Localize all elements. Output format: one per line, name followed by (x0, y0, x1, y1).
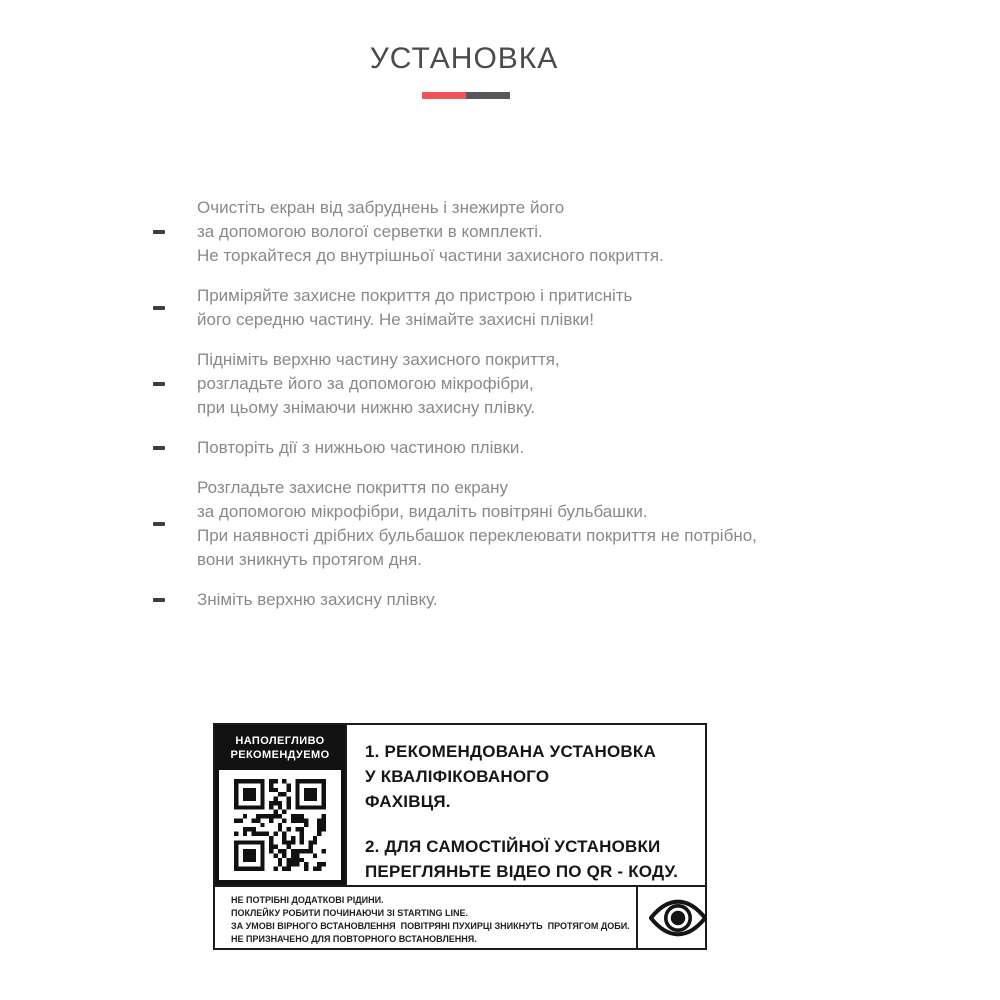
recommendation-box-top-row (215, 725, 705, 887)
dash-bullet-icon (153, 598, 165, 602)
dash-bullet-icon (153, 382, 165, 386)
recommendation-box (213, 723, 707, 950)
badge-cell (215, 725, 347, 885)
qr-code-icon (234, 779, 326, 871)
step-text: Приміряйте захисне покриття до пристрою і притисніть його середню частину. Не знімайте захисні плівки! (197, 286, 633, 329)
recommendation-point-2: 2. ДЛЯ САМОСТІЙНОЇ УСТАНОВКИ ПЕРЕГЛЯНЬТЕ ВІДЕО ПО QR - КОДУ. (365, 837, 679, 881)
recommendation-point-1: 1. РЕКОМЕНДОВАНА УСТАНОВКА У КВАЛІФІКОВАНОГО ФАХІВЦЯ. (365, 742, 656, 811)
recommendation-box-bottom-row (215, 887, 705, 948)
list-item (153, 588, 913, 612)
step-text: Розгладьте захисне покриття по екрану за допомогою мікрофібри, видаліть повітряні бульбашки. При наявності дрібних бульбашок переклеювати покриття не потрібно, вони зникнуть протягом дня. (197, 478, 757, 569)
list-item (153, 284, 913, 332)
step-text: Підніміть верхню частину захисного покриття, розгладьте його за допомогою мікрофібри, при цьому знімаючи нижню захисну плівку. (197, 350, 560, 417)
qr-code-frame (219, 770, 341, 880)
divider-red-segment (422, 92, 466, 99)
list-item (153, 196, 913, 268)
page-title: УСТАНОВКА (369, 42, 559, 75)
eye-icon (649, 899, 707, 937)
dash-bullet-icon (153, 230, 165, 234)
dash-bullet-icon (153, 522, 165, 526)
step-text: Очистіть екран від забруднень і знежирте його за допомогою вологої серветки в комплекті. Не торкайтеся до внутрішньої частини захисного покриття. (197, 198, 664, 265)
list-item (153, 436, 913, 460)
step-text: Повторіть дії з нижньою частиною плівки. (197, 438, 525, 457)
dash-bullet-icon (153, 306, 165, 310)
eye-cell (638, 887, 718, 948)
instruction-list (153, 196, 913, 628)
list-item (153, 348, 913, 420)
badge-title: НАПОЛЕГЛИВО РЕКОМЕНДУЕМО (230, 735, 330, 761)
list-item (153, 476, 913, 572)
accent-divider (422, 92, 510, 99)
divider-gray-segment (466, 92, 510, 99)
recommendation-points (347, 725, 705, 885)
dash-bullet-icon (153, 446, 165, 450)
step-text: Зніміть верхню захисну плівку. (197, 590, 438, 609)
fine-print: НЕ ПОТРІБНІ ДОДАТКОВІ РІДИНИ. ПОКЛЕЙКУ РОБИТИ ПОЧИНАЮЧИ ЗІ STARTING LINE. ЗА УМОВІ ВІРНОГО ВСТАНОВЛЕННЯ ПОВІТРЯНІ ПУХИРЦІ ЗНИКНУТЬ ПРОТЯГОМ ДОБИ. НЕ ПРИЗНАЧЕНО ДЛЯ ПОВТОРНОГО ВСТАНОВЛЕННЯ. (215, 887, 638, 948)
